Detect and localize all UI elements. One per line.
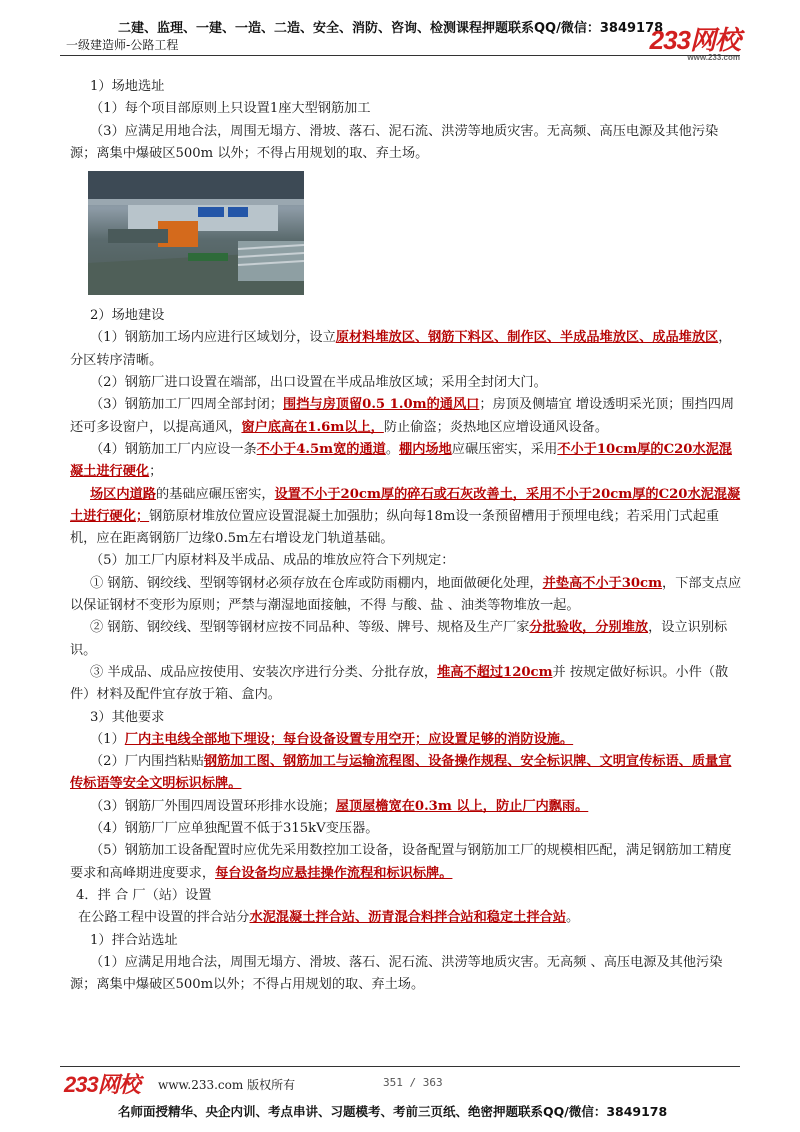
header-banner: 二建、监理、一建、一造、二造、安全、消防、咨询、检测课程押题联系QQ/微信：3849178 <box>118 21 664 36</box>
highlight: 分批验收，分别堆放 <box>529 620 649 636</box>
text: ；房顶及侧墙宜 增设透明采光顶；围挡四周还可多设窗户，以提高通风， <box>70 397 735 435</box>
paragraph <box>70 394 742 439</box>
highlight: 水泥混凝土拌合站、沥青混合料拌合站和稳定土拌合站 <box>249 910 566 926</box>
text: （3）钢筋加工厂四周全部封闭； <box>90 397 284 413</box>
paragraph <box>70 573 742 618</box>
text: 。 <box>385 441 400 457</box>
highlight: 不小于4.5m宽的通道 <box>256 441 386 457</box>
footer-banner: 名师面授精华、央企内训、考点串讲、习题模考、考前三页纸、绝密押题联系QQ/微信：3849178 <box>118 1104 668 1119</box>
header-logo-text: 233网校 <box>649 25 740 55</box>
text: （3）钢筋厂外围四周设置环形排水设施； <box>90 798 336 814</box>
footer-site: www.233.com 版权所有 <box>158 1078 296 1092</box>
photo-workbench <box>108 229 168 243</box>
highlight: 不小于10cm厚的C20水泥混凝土进行硬化 <box>70 441 732 480</box>
text: ③ 半成品、成品应按使用、安装次序进行分类、分批存放， <box>90 664 438 680</box>
text: （1）钢筋加工场内应进行区域划分，设立 <box>90 330 336 346</box>
paragraph <box>70 907 742 929</box>
text: （4）钢筋加工厂内应设一条 <box>90 441 257 457</box>
text: 应碾压密实，采用 <box>451 441 558 457</box>
section-heading: 4．拌 合 厂（站）设置 <box>76 887 212 903</box>
paragraph <box>70 796 742 818</box>
paragraph <box>70 484 742 551</box>
section-heading: 2）场地建设 <box>90 308 165 324</box>
paragraph <box>70 751 742 796</box>
highlight: 围挡与房顶留0.5 1.0m的通风口 <box>283 397 480 413</box>
text: 并 按规定做好标识。小件（散件）材料及配件宜存放于箱、盒内。 <box>70 664 729 703</box>
paragraph: （5）加工厂内原材料及半成品、成品的堆放应符合下列规定： <box>90 553 455 569</box>
text: ； <box>149 464 163 480</box>
section-heading: 3）其他要求 <box>90 709 165 725</box>
highlight: 窗户底高在1.6m以上， <box>241 419 384 435</box>
text: 防止偷盗；炎热地区应增设通风设备。 <box>383 419 609 435</box>
text: （5）钢筋加工设备配置时应优先采用数控加工设备，设备配置与钢筋加工厂的规模相匹配，满足钢筋加工精度要求和高峰期进度要求， <box>70 843 732 881</box>
highlight: 屋顶屋檐宽在0.3m 以上，防止厂内飘雨。 <box>335 798 589 814</box>
footer-divider <box>60 1066 740 1067</box>
text: （2）厂内围挡粘贴 <box>90 754 204 770</box>
paragraph: （4）钢筋厂厂应单独配置不低于315kV变压器。 <box>90 821 379 837</box>
document-body <box>70 76 742 996</box>
text: ② 钢筋、钢绞线、型钢等钢材应按不同品种、等级、牌号、规格及生产厂家 <box>90 620 530 636</box>
photo-sign-blue <box>198 207 224 217</box>
highlight: 钢筋加工图、钢筋加工与运输流程图、设备操作规程、安全标识牌、文明宣传标语、质量宣传标语等安全文明标识标牌。 <box>70 754 732 792</box>
photo-illustration <box>88 171 304 295</box>
paragraph <box>70 439 742 484</box>
section-heading: 1）拌合站选址 <box>90 932 178 948</box>
paragraph <box>70 662 742 707</box>
highlight: 棚内场地 <box>399 441 452 457</box>
paragraph <box>70 617 742 662</box>
text: ，分区转序清晰。 <box>70 330 732 368</box>
text: ，下部支点应以保证钢材不变形为原则；严禁与潮湿地面接触，不得 与酸、盐 、油类等物堆放一起。 <box>70 575 742 614</box>
footer-logo <box>64 1068 140 1099</box>
header-divider <box>60 55 740 56</box>
photo-sign-blue <box>228 207 248 217</box>
page-number: 351 / 363 <box>383 1076 443 1089</box>
text: ，设立识别标识。 <box>70 620 728 658</box>
text: 在公路工程中设置的拌合站分 <box>78 910 250 926</box>
text: 的基础应碾压密实， <box>155 486 275 502</box>
section-heading: 1）场地选址 <box>90 79 165 94</box>
text: （1） <box>90 731 125 747</box>
paragraph <box>70 327 742 372</box>
paragraph: （3）应满足用地合法，周围无塌方、滑坡、落石、泥石流、洪涝等地质灾害。无高频、高压电源及其他污染源；离集中爆破区500m 以外；不得占用规划的取、弃土场。 <box>70 123 719 161</box>
paragraph <box>70 840 742 885</box>
highlight: 设置不小于20cm厚的碎石或石灰改善土，采用不小于20cm厚的C20水泥混凝土进行硬化； <box>70 486 741 524</box>
paragraph <box>70 729 742 751</box>
highlight: 原材料堆放区、钢筋下料区、制作区、半成品堆放区、成品堆放区 <box>335 330 719 346</box>
text: 。 <box>565 910 580 926</box>
highlight: 场区内道路 <box>90 486 156 502</box>
highlight: 厂内主电线全部地下埋设；每台设备设置专用空开；应设置足够的消防设施。 <box>124 731 574 747</box>
footer-logo-text: 233网校 <box>64 1072 140 1097</box>
photo-green-machine <box>188 253 228 261</box>
text: ① 钢筋、钢绞线、型钢等钢材必须存放在仓库或防雨棚内，地面做硬化处理， <box>90 575 543 591</box>
paragraph: （1）每个项目部原则上只设置1座大型钢筋加工 <box>90 101 371 117</box>
text: 钢筋原材堆放位置应设置混凝土加强肋；纵向每18m设一条预留槽用于预埋电线；若采用门式起重机，应在距离钢筋厂边缘0.5m左右增设龙门轨道基础。 <box>70 508 720 547</box>
header-subtitle: 一级建造师-公路工程 <box>66 38 179 52</box>
paragraph: （2）钢筋厂进口设置在端部，出口设置在半成品堆放区域；采用全封闭大门。 <box>90 375 547 391</box>
header-logo-sub: www.233.com <box>687 53 740 62</box>
photo-roof <box>88 171 304 201</box>
highlight: 并垫高不小于30cm <box>542 575 663 591</box>
photo-beam <box>88 199 304 205</box>
highlight: 堆高不超过120cm <box>437 664 553 680</box>
highlight: 每台设备均应悬挂操作流程和标识标牌。 <box>215 865 453 881</box>
paragraph: （1）应满足用地合法，周围无塌方、滑坡、落石、泥石流、洪涝等地质灾害。无高频 、高压电源及其他污染源；离集中爆破区500m以外；不得占用规划的取、弃土场。 <box>70 954 723 993</box>
rebar-factory-photo <box>88 171 304 295</box>
